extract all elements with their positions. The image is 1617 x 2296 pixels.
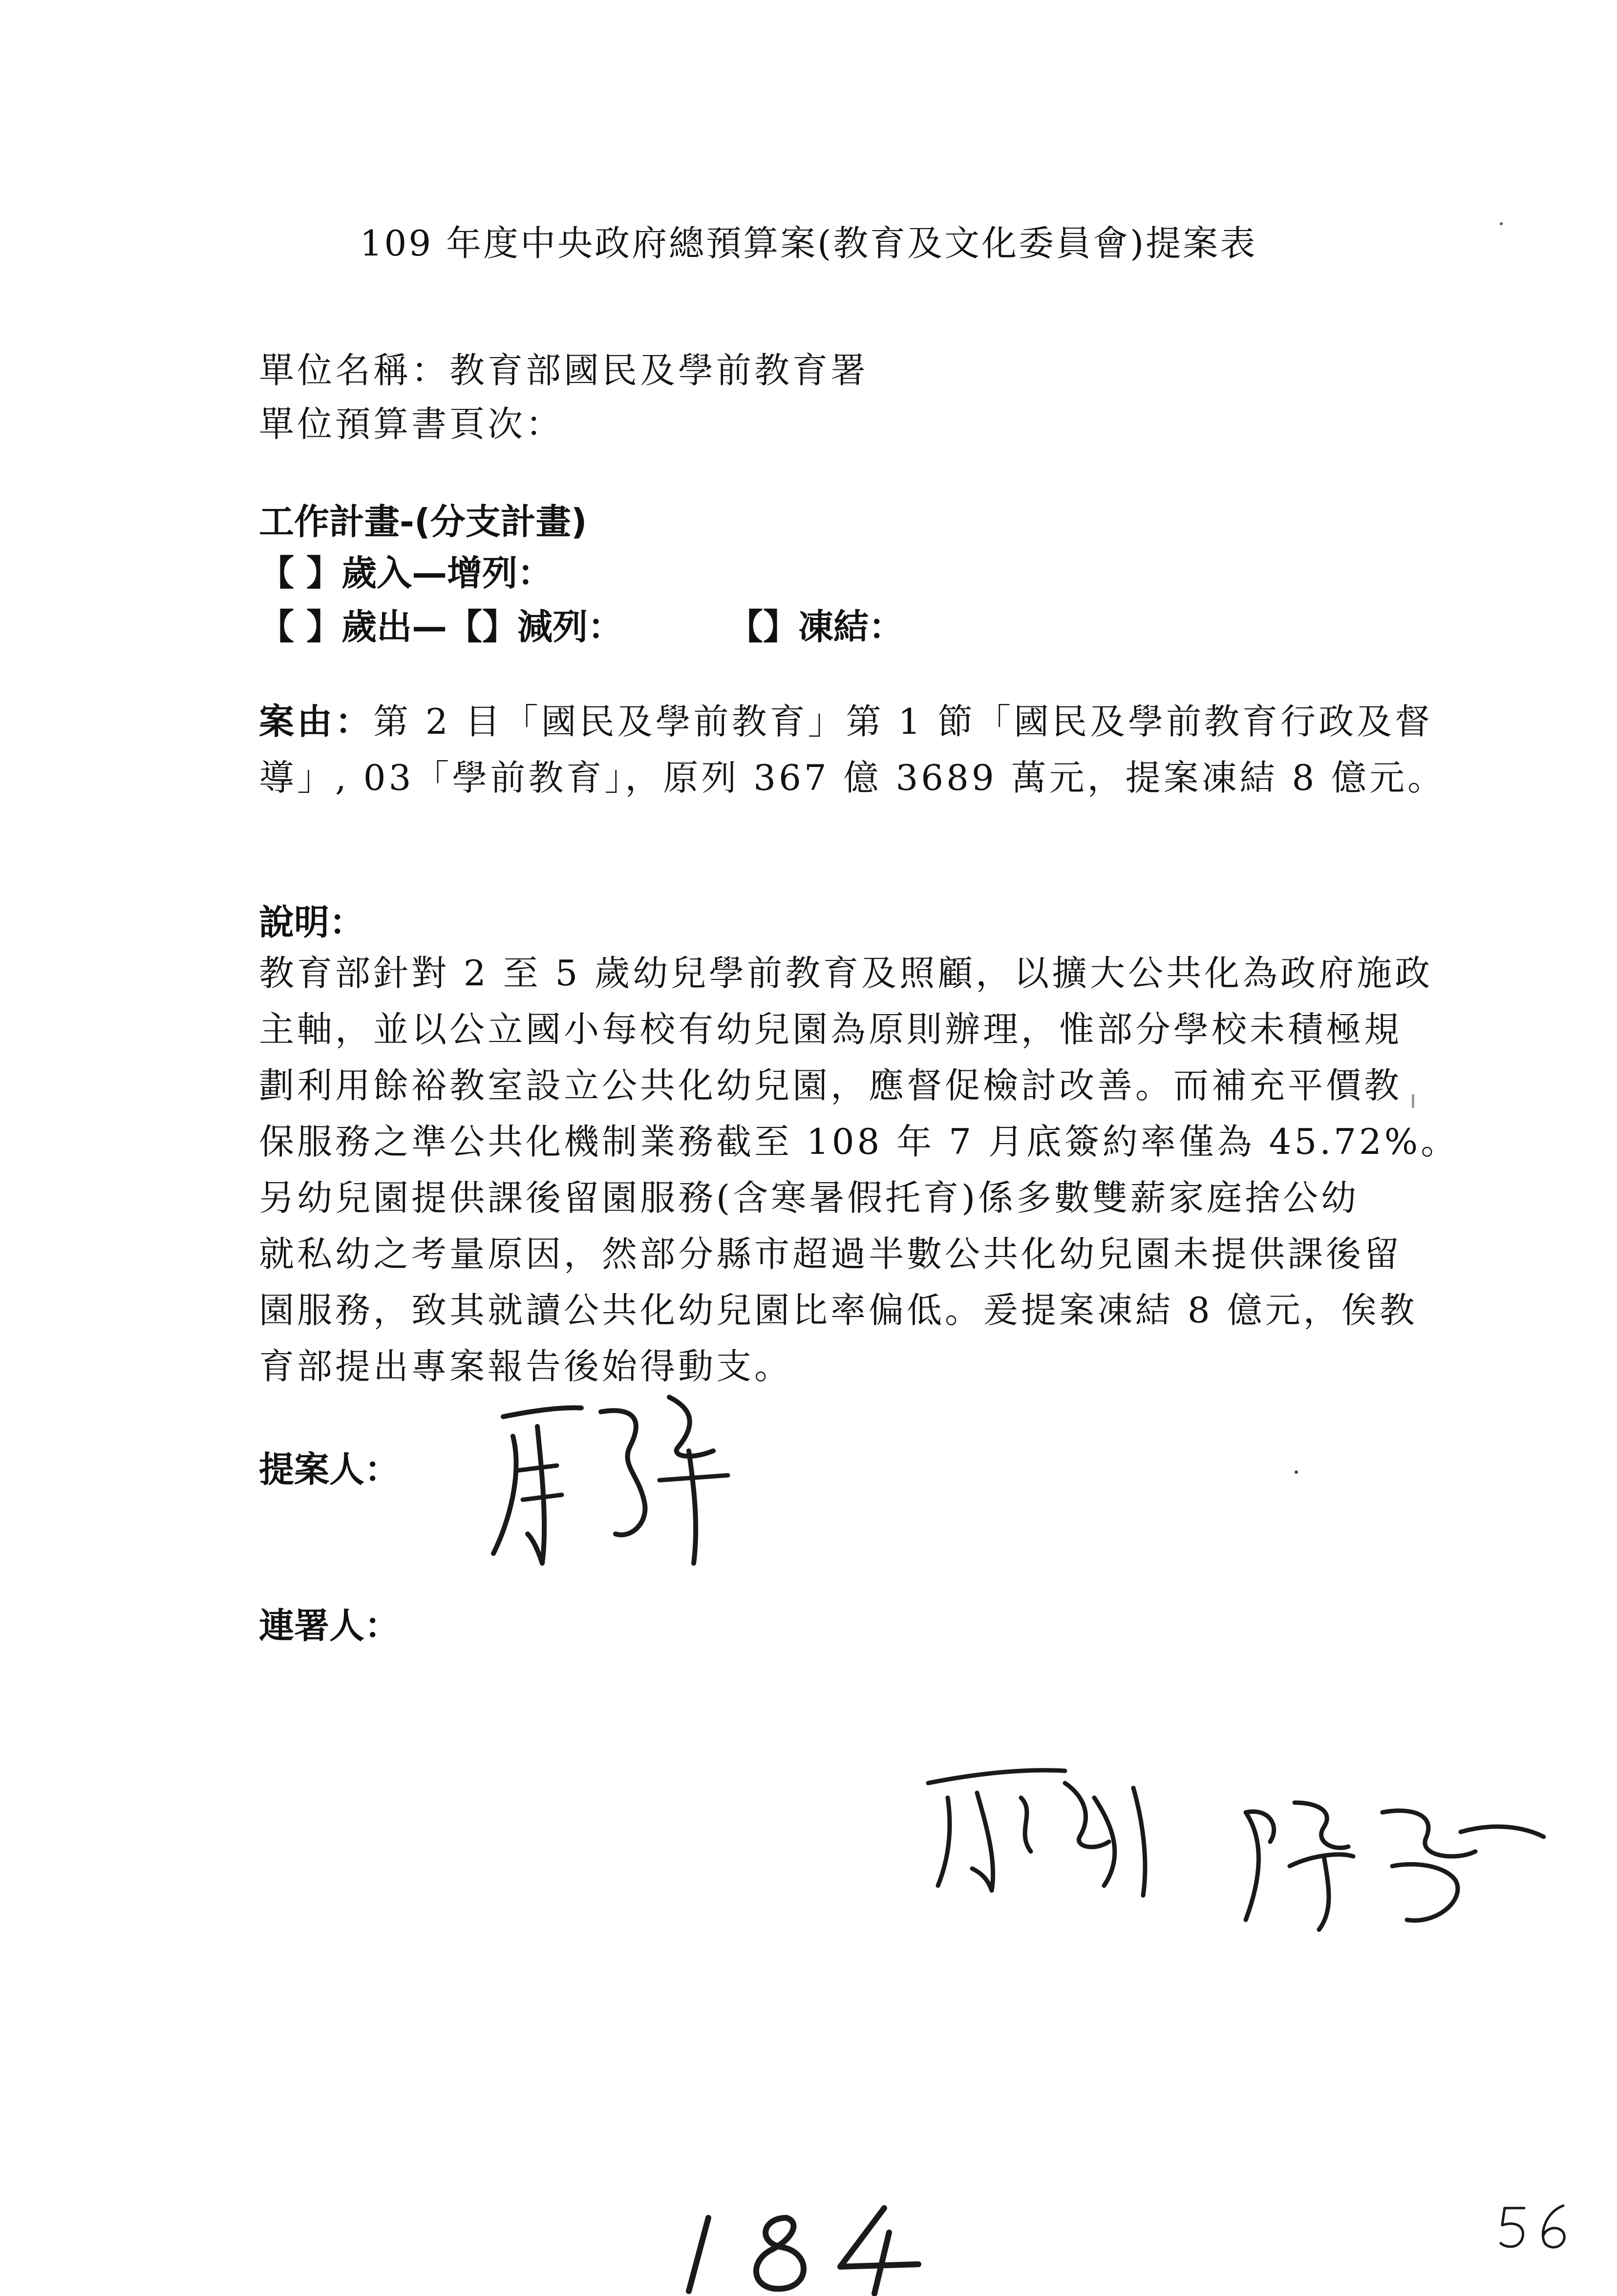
freeze-line: 【】凍結： — [728, 606, 904, 647]
unit-name-value: 教育部國民及學前教育署 — [449, 350, 869, 391]
unit-name-label: 單位名稱： — [259, 350, 450, 391]
explanation-line: 育部提出專案報告後始得動支。 — [259, 1346, 793, 1387]
expenditure-decrease-line: 【 】歲出—【】減列： — [259, 606, 623, 647]
explanation-line: 主軸，並以公立國小每校有幼兒園為原則辦理，惟部分學校未積極規 — [259, 1009, 1403, 1050]
cosigner-signature — [918, 1754, 1172, 1900]
explanation-line: 另幼兒園提供課後留園服務(含寒暑假托育)係多數雙薪家庭捨公幼 — [259, 1177, 1360, 1218]
unit-name-row — [259, 342, 869, 393]
proposer-signature — [484, 1378, 757, 1583]
explanation-label: 說明： — [259, 902, 365, 943]
revenue-increase-line: 【 】歲入—增列： — [259, 553, 553, 594]
corner-number-glyphs — [1495, 2198, 1578, 2257]
page-number-glyphs — [674, 2189, 948, 2296]
budget-page-label: 單位預算書頁次： — [259, 404, 564, 445]
explanation-line: 劃利用餘裕教室設立公共化幼兒園，應督促檢討改善。而補充平價教 — [259, 1065, 1403, 1106]
case-section — [259, 694, 1446, 806]
scan-speck — [1500, 222, 1503, 225]
case-line-2: 導」, 03「學前教育」，原列 367 億 3689 萬元，提案凍結 8 億元。 — [259, 757, 1446, 798]
case-label: 案由： — [259, 701, 374, 742]
explanation-line: 園服務，致其就讀公共化幼兒園比率偏低。爰提案凍結 8 億元，俟教 — [259, 1290, 1418, 1331]
cosigner-signature — [1231, 1783, 1563, 1949]
explanation-line: 教育部針對 2 至 5 歲幼兒學前教育及照顧，以擴大公共化為政府施政 — [259, 953, 1433, 994]
explanation-line: 就私幼之考量原因，然部分縣市超過半數公共化幼兒園未提供課後留 — [259, 1233, 1403, 1275]
document-title: 109 年度中央政府總預算案(教育及文化委員會)提案表 — [360, 223, 1257, 264]
handwritten-page-number — [674, 2189, 948, 2296]
corner-page-number — [1495, 2198, 1578, 2257]
work-plan-heading: 工作計畫-(分支計畫) — [259, 501, 587, 542]
explanation-line: 保服務之準公共化機制業務截至 108 年 7 月底簽約率僅為 45.72%。 — [259, 1121, 1459, 1162]
scan-speck — [1412, 1094, 1414, 1108]
case-line-1: 案由：第 2 目「國民及學前教育」第 1 節「國民及學前教育行政及督 — [259, 701, 1433, 742]
scan-speck — [1295, 1470, 1298, 1474]
cosigner-label: 連署人： — [259, 1605, 400, 1646]
proposer-label: 提案人： — [259, 1449, 400, 1490]
explanation-body — [259, 945, 1459, 1395]
